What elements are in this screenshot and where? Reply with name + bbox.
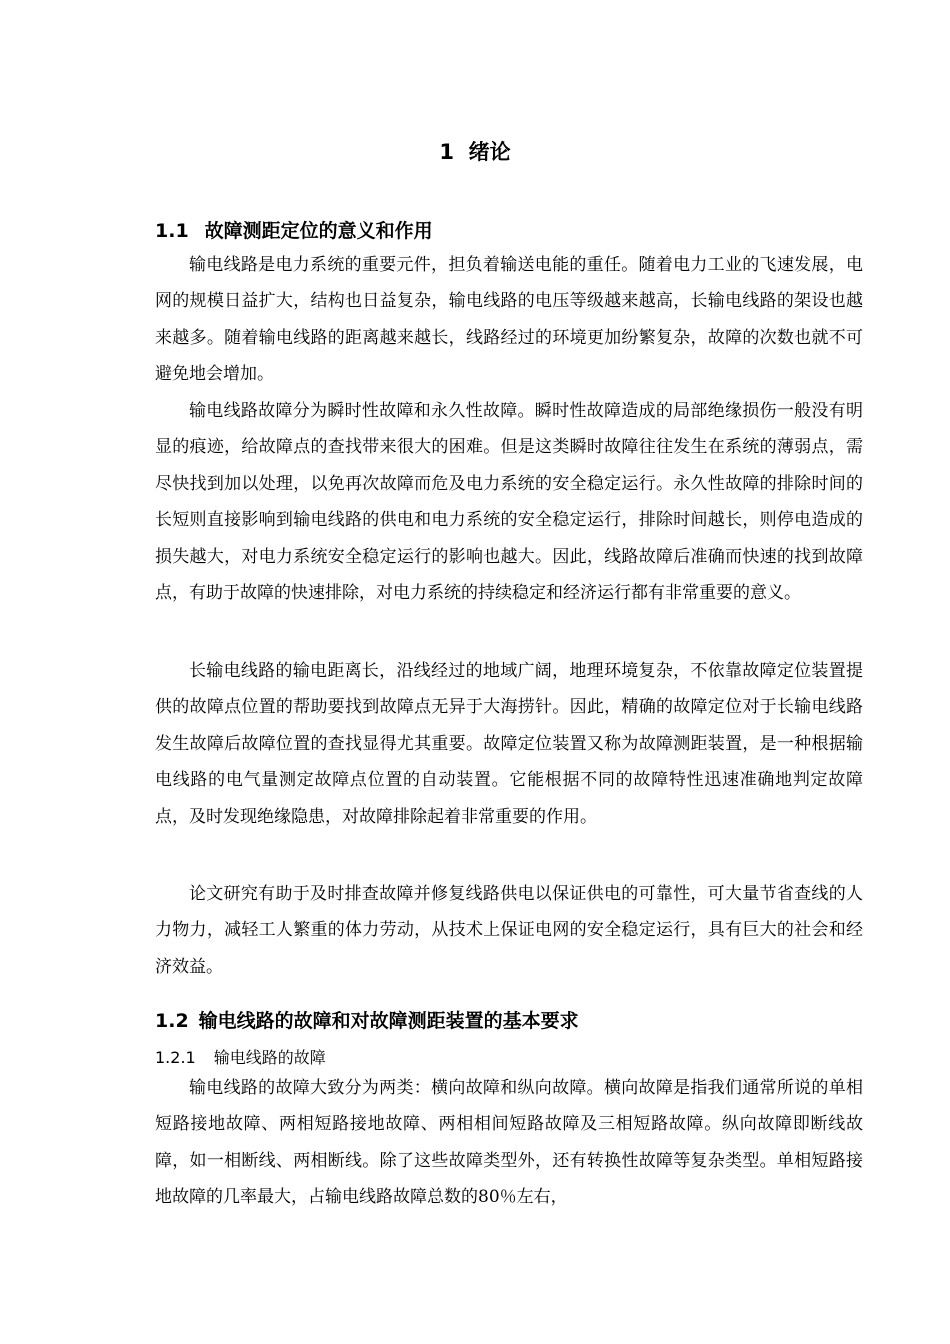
subsection-number: 1.2.1: [155, 1048, 196, 1067]
chapter-number: 1: [439, 140, 454, 164]
paragraph: 输电线路的故障大致分为两类：横向故障和纵向故障。横向故障是指我们通常所说的单相短路接地故障、两相短路接地故障、两相相间短路故障及三相短路故障。纵向故障即断线故障，如一相断线、两相断线。除了这些故障类型外，还有转换性故障等复杂类型。单相短路接地故障的几率最大，占输电线路故障总数的80％左右，: [155, 1078, 863, 1208]
section-heading-1-1: [155, 216, 433, 243]
section-number: 1.2: [155, 1010, 189, 1032]
section-number: 1.1: [155, 220, 189, 242]
paragraph: 论文研究有助于及时排查故障并修复线路供电以保证供电的可靠性，可大量节省查线的人力物力，减轻工人繁重的体力劳动，从技术上保证电网的安全稳定运行，具有巨大的社会和经济效益。: [155, 884, 863, 977]
section-title: 输电线路的故障和对故障测距装置的基本要求: [198, 1010, 579, 1032]
paragraph: 输电线路是电力系统的重要元件，担负着输送电能的重任。随着电力工业的飞速发展，电网的规模日益扩大，结构也日益复杂，输电线路的电压等级越来越高，长输电线路的架设也越来越多。随着输电线路的距离越来越长，线路经过的环境更加纷繁复杂，故障的次数也就不可避免地会增加。: [155, 255, 863, 385]
chapter-title: [0, 136, 950, 166]
subsection-title: 输电线路的故障: [213, 1048, 326, 1067]
subsection-heading-1-2-1: [155, 1045, 326, 1068]
chapter-title-text: 绪论: [468, 140, 511, 164]
section-title: 故障测距定位的意义和作用: [204, 220, 433, 242]
paragraph: 输电线路故障分为瞬时性故障和永久性故障。瞬时性故障造成的局部绝缘损伤一般没有明显的痕迹，给故障点的查找带来很大的困难。但是这类瞬时故障往往发生在系统的薄弱点，需尽快找到加以处理，以免再次故障而危及电力系统的安全稳定运行。永久性故障的排除时间的长短则直接影响到输电线路的供电和电力系统的安全稳定运行，排除时间越长，则停电造成的损失越大，对电力系统安全稳定运行的影响也越大。因此，线路故障后准确而快速的找到故障点，有助于故障的快速排除，对电力系统的持续稳定和经济运行都有非常重要的意义。: [155, 401, 863, 604]
section-heading-1-2: [155, 1006, 579, 1033]
paragraph: 长输电线路的输电距离长，沿线经过的地域广阔，地理环境复杂，不依靠故障定位装置提供的故障点位置的帮助要找到故障点无异于大海捞针。因此，精确的故障定位对于长输电线路发生故障后故障位置的查找显得尤其重要。故障定位装置又称为故障测距装置，是一种根据输电线路的电气量测定故障点位置的自动装置。它能根据不同的故障特性迅速准确地判定故障点，及时发现绝缘隐患，对故障排除起着非常重要的作用。: [155, 661, 863, 827]
